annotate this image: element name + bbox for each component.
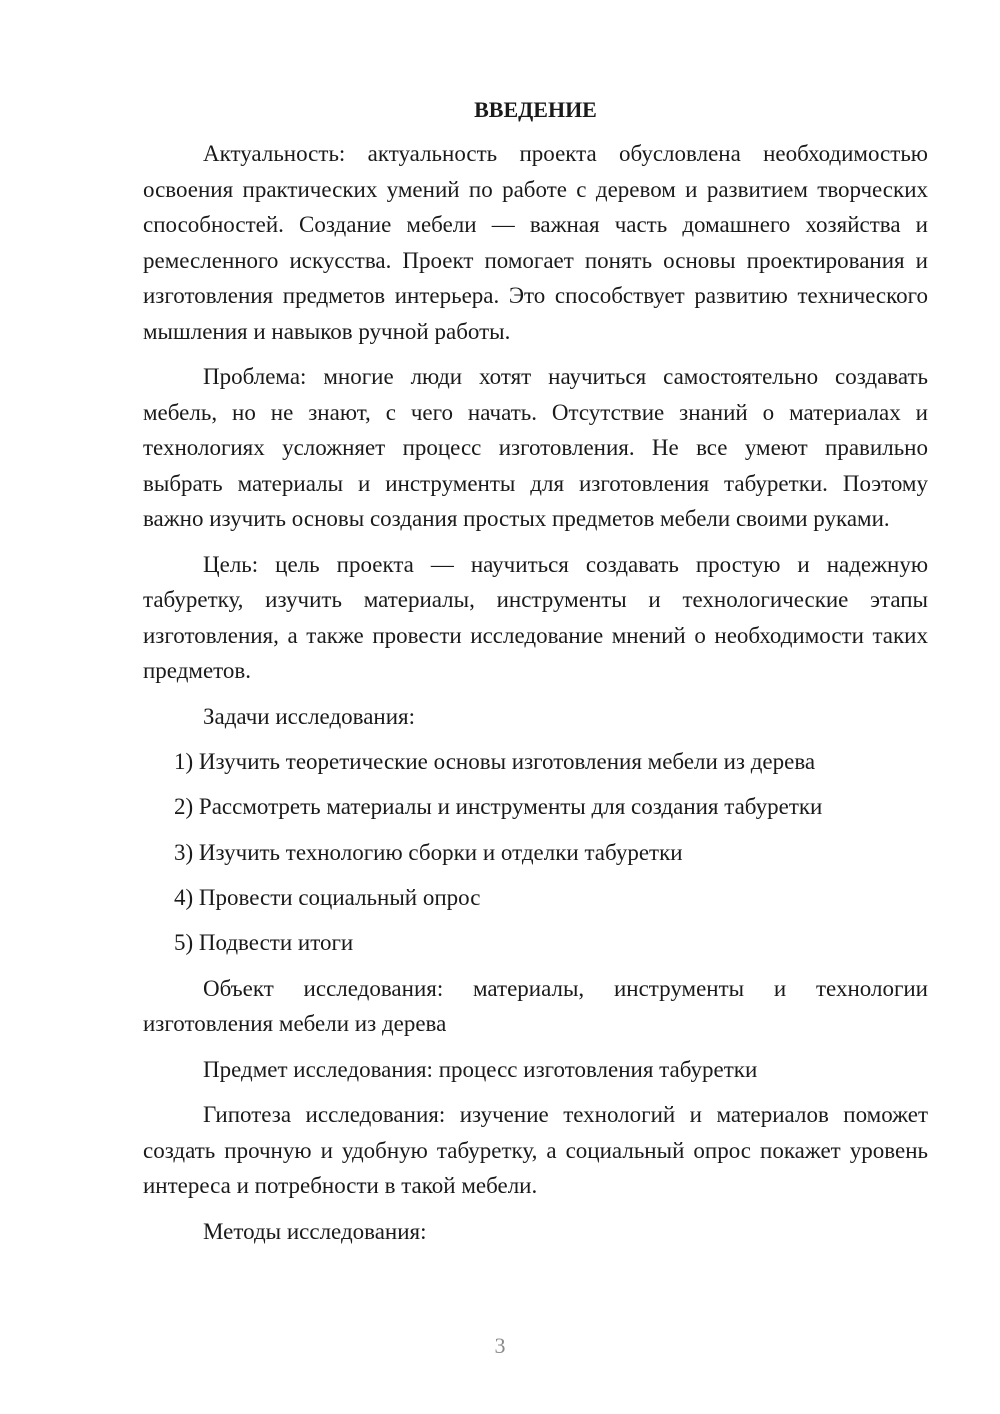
- problem-paragraph: Проблема: многие люди хотят научиться самостоятельно создавать мебель, но не знают, с чего начать. Отсутствие знаний о материалах и технологиях усложняет процесс изготовления. Не все умеют правильно выбрать материалы и инструменты для изготовления табуретки. Поэтому важно изучить основы создания простых предметов мебели своими руками.: [143, 364, 928, 531]
- task-item: 2) Рассмотреть материалы и инструменты для создания табуретки: [174, 794, 823, 820]
- tasks-title: Задачи исследования:: [203, 703, 416, 729]
- object-paragraph: Объект исследования: материалы, инструменты и технологии изготовления мебели из дерева: [143, 975, 928, 1037]
- task-item: 5) Подвести итоги: [174, 930, 354, 956]
- document-page: [143, 95, 928, 1259]
- page-number: 3: [494, 1333, 506, 1358]
- goal-paragraph: Цель: цель проекта — научиться создавать простую и надежную табуретку, изучить материалы, инструменты и технологические этапы изготовления, а также провести исследование мнений о необходимости таких предметов.: [143, 551, 928, 683]
- hypothesis-paragraph: Гипотеза исследования: изучение технологий и материалов поможет создать прочную и удобную табуретку, а социальный опрос покажет уровень интереса и потребности в такой мебели.: [143, 1102, 928, 1199]
- tasks-list: [143, 744, 928, 961]
- task-item: 1) Изучить теоретические основы изготовления мебели из дерева: [174, 749, 816, 774]
- task-item: 3) Изучить технологию сборки и отделки табуретки: [174, 839, 683, 865]
- relevance-paragraph: Актуальность: актуальность проекта обусловлена необходимостью освоения практических умений по работе с деревом и развитием творческих способностей. Создание мебели — важная часть домашнего хозяйства и ремесленного искусства. Проект помогает понять основы проектирования и изготовления предметов интерьера. Это способствует развитию технического мышления и навыков ручной работы.: [143, 141, 928, 344]
- methods-title: Методы исследования:: [203, 1218, 427, 1244]
- subject-paragraph: Предмет исследования: процесс изготовления табуретки: [203, 1056, 758, 1082]
- section-heading: ВВЕДЕНИЕ: [474, 97, 597, 122]
- task-item: 4) Провести социальный опрос: [174, 884, 481, 910]
